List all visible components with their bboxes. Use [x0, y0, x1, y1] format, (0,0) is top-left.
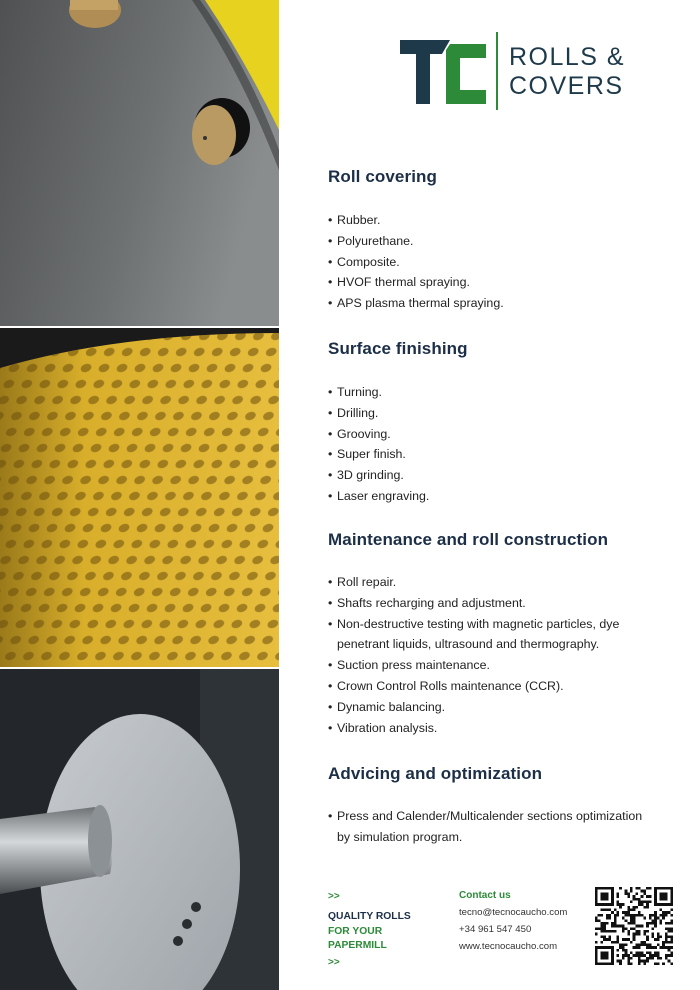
contact-phone: +34 961 547 450	[459, 924, 532, 935]
list-item: • 3D grinding.	[328, 465, 429, 486]
list-item-continuation: by simulation program.	[337, 829, 463, 844]
section-advicing	[328, 764, 678, 844]
list-item: • Composite.	[328, 252, 504, 273]
logo-word-line1: ROLLS &	[509, 43, 626, 71]
arrow-marker-top: >>	[328, 891, 340, 902]
slogan-line3: PAPERMILL	[328, 940, 387, 951]
contact-title: Contact us	[459, 890, 511, 901]
section-title: Surface finishing	[328, 339, 468, 358]
list-item: • Dynamic balancing.	[328, 697, 619, 718]
contact-email-link[interactable]: tecno@tecnocaucho.com	[459, 907, 568, 918]
list-item: • Suction press maintenance.	[328, 655, 619, 676]
logo-divider	[496, 32, 498, 110]
tc-logo-icon	[398, 38, 490, 106]
slogan-line1: QUALITY ROLLS	[328, 911, 411, 922]
list-item-continuation: penetrant liquids, ultrasound and thermography.	[337, 637, 600, 652]
section-roll-covering	[328, 167, 678, 311]
bullet-list	[328, 210, 504, 314]
section-maintenance	[328, 530, 678, 735]
list-item: • Drilling.	[328, 403, 429, 424]
list-item: • Laser engraving.	[328, 486, 429, 507]
section-title: Maintenance and roll construction	[328, 530, 609, 549]
list-item: • Turning.	[328, 382, 429, 403]
bullet-list	[328, 382, 429, 507]
list-item: • Rubber.	[328, 210, 504, 231]
section-title: Roll covering	[328, 167, 437, 186]
photo-white-roll-shaft	[0, 669, 279, 990]
list-item: • Roll repair.	[328, 572, 619, 593]
list-item: • Shafts recharging and adjustment.	[328, 593, 619, 614]
slogan-line2: FOR YOUR	[328, 926, 383, 937]
arrow-marker-bottom: >>	[328, 957, 340, 968]
list-item: • Non-destructive testing with magnetic particles, dye	[328, 614, 619, 635]
bullet-list	[328, 806, 642, 848]
bullet-list	[328, 572, 619, 738]
photo-gray-roll	[0, 0, 279, 326]
qr-code-icon	[595, 887, 673, 965]
list-item: • Vibration analysis.	[328, 718, 619, 739]
list-item: • Grooving.	[328, 424, 429, 445]
list-item: • APS plasma thermal spraying.	[328, 293, 504, 314]
brand-logo	[398, 32, 628, 112]
photo-yellow-perforated-roll	[0, 328, 279, 667]
logo-word-line2: COVERS	[509, 72, 624, 100]
list-item: • Super finish.	[328, 444, 429, 465]
list-item: • Press and Calender/Multicalender sections optimization	[328, 806, 642, 827]
list-item: • HVOF thermal spraying.	[328, 272, 504, 293]
section-surface-finishing	[328, 339, 678, 503]
list-item: • Crown Control Rolls maintenance (CCR).	[328, 676, 619, 697]
section-title: Advicing and optimization	[328, 764, 543, 783]
contact-website-link[interactable]: www.tecnocaucho.com	[459, 941, 558, 952]
list-item: • Polyurethane.	[328, 231, 504, 252]
